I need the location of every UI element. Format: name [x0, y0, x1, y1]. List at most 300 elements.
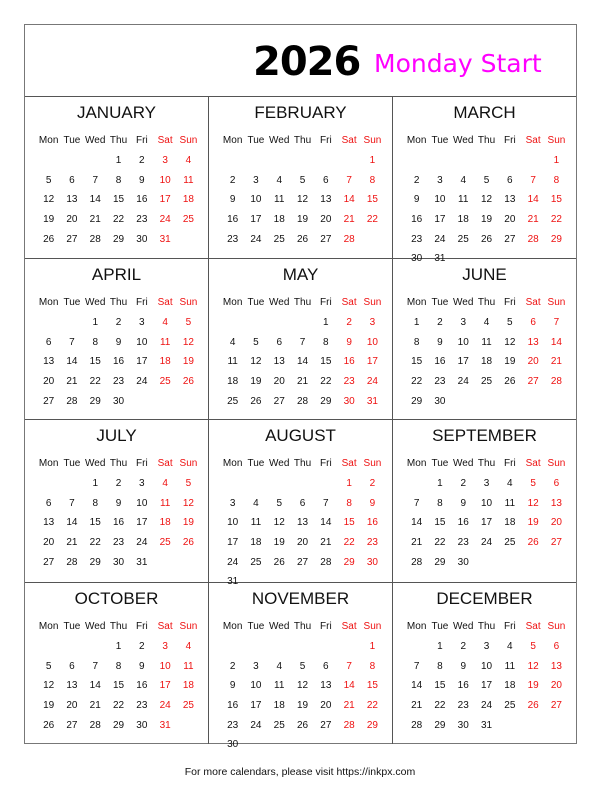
day-cell: 30 — [136, 719, 148, 731]
week-row — [221, 210, 386, 230]
week-row — [405, 657, 570, 677]
week-row — [37, 715, 202, 735]
day-cell: 11 — [481, 336, 492, 348]
day-cell: 21 — [320, 537, 332, 549]
day-cell: 30 — [112, 556, 125, 568]
day-cell: 27 — [296, 556, 309, 568]
day-cell: 13 — [320, 194, 332, 206]
month-april — [25, 259, 209, 420]
day-cell: 24 — [159, 700, 171, 712]
day-cell: 28 — [411, 556, 423, 568]
weekday-fri: Fri — [504, 620, 516, 632]
day-cell: 8 — [437, 497, 443, 509]
day-cell: 20 — [320, 214, 332, 226]
day-cell: 8 — [369, 174, 376, 186]
day-cell: 16 — [343, 356, 355, 368]
weekday-fri: Fri — [504, 296, 516, 308]
day-cell: 23 — [112, 537, 125, 549]
week-row — [221, 352, 386, 372]
weekday-sat: Sat — [525, 620, 541, 632]
year-title: 2026 — [253, 39, 361, 85]
weekday-sat: Sat — [341, 620, 357, 632]
day-cell: 16 — [411, 214, 423, 226]
day-cell: 14 — [527, 194, 539, 206]
day-cell: 7 — [413, 497, 420, 509]
day-cell: 14 — [89, 680, 101, 692]
day-cell: 24 — [136, 376, 148, 388]
week-row — [37, 513, 202, 533]
day-cell: 7 — [553, 317, 560, 329]
weekday-header-row — [221, 131, 386, 149]
week-row — [405, 229, 570, 249]
day-cell: 13 — [320, 680, 332, 692]
month-title: JANUARY — [76, 103, 157, 122]
weekday-header-row — [221, 454, 386, 472]
month-title: FEBRUARY — [254, 103, 347, 122]
day-cell: 9 — [460, 497, 467, 509]
day-cell: 2 — [460, 641, 467, 653]
day-cell: 1 — [437, 478, 443, 490]
day-cell: 30 — [227, 739, 239, 751]
day-cell: 18 — [182, 194, 194, 206]
day-cell: 20 — [66, 214, 78, 226]
weekday-header-row — [405, 131, 570, 149]
day-cell: 21 — [89, 214, 101, 226]
weekday-thu: Thu — [109, 620, 128, 632]
day-cell: 30 — [112, 395, 125, 407]
day-cell: 28 — [411, 719, 423, 731]
day-cell: 22 — [366, 700, 378, 712]
day-cell: 30 — [457, 556, 469, 568]
day-cell: 10 — [159, 174, 171, 186]
weekday-header-row — [37, 454, 202, 472]
day-cell: 1 — [115, 155, 122, 167]
day-cell: 19 — [250, 376, 262, 388]
weekday-fri: Fri — [136, 620, 148, 632]
day-cell: 2 — [139, 641, 145, 653]
day-cell: 19 — [296, 214, 309, 226]
day-cell: 24 — [480, 700, 493, 712]
day-cell: 28 — [89, 719, 101, 731]
day-cell: 15 — [550, 194, 562, 206]
day-cell: 11 — [227, 356, 238, 368]
day-cell: 11 — [159, 336, 171, 348]
weekday-fri: Fri — [136, 457, 148, 469]
day-cell: 29 — [411, 395, 423, 407]
month-days — [37, 131, 202, 249]
day-cell: 13 — [550, 660, 562, 672]
day-cell: 29 — [320, 395, 332, 407]
day-cell: 1 — [92, 317, 99, 329]
day-cell: 2 — [369, 478, 376, 490]
month-august — [209, 420, 393, 588]
day-cell: 25 — [182, 700, 194, 712]
month-title: SEPTEMBER — [432, 426, 537, 445]
weekday-fri: Fri — [504, 457, 516, 469]
day-cell: 20 — [43, 376, 55, 388]
day-cell: 15 — [411, 356, 423, 368]
week-row — [221, 171, 386, 191]
subtitle: Monday Start — [374, 49, 542, 78]
day-cell: 5 — [483, 174, 490, 186]
day-cell: 6 — [45, 336, 52, 348]
weekday-thu: Thu — [109, 296, 128, 308]
day-cell: 7 — [346, 660, 352, 672]
weekday-wed: Wed — [453, 620, 474, 632]
day-cell: 7 — [299, 336, 306, 348]
weekday-sun: Sun — [547, 296, 566, 308]
day-cell: 3 — [139, 478, 145, 490]
day-cell: 28 — [89, 233, 101, 245]
day-cell: 11 — [183, 660, 194, 672]
day-cell: 1 — [437, 641, 443, 653]
day-cell: 22 — [366, 214, 378, 226]
day-cell: 27 — [66, 719, 78, 731]
day-cell: 3 — [483, 641, 490, 653]
weekday-wed: Wed — [453, 296, 474, 308]
day-cell: 5 — [45, 174, 52, 186]
week-row — [37, 696, 202, 716]
day-cell: 16 — [457, 680, 469, 692]
day-cell: 24 — [480, 537, 493, 549]
weekday-sat: Sat — [341, 457, 357, 469]
day-cell: 31 — [434, 253, 446, 265]
day-cell: 23 — [411, 233, 423, 245]
weekday-header-row — [405, 617, 570, 635]
day-cell: 18 — [504, 517, 516, 529]
day-cell: 18 — [182, 680, 194, 692]
day-cell: 16 — [112, 356, 125, 368]
day-cell: 3 — [229, 497, 236, 509]
day-cell: 4 — [483, 317, 490, 329]
day-cell: 2 — [229, 174, 236, 186]
day-cell: 14 — [66, 517, 78, 529]
day-cell: 16 — [112, 517, 125, 529]
day-cell: 14 — [320, 517, 332, 529]
day-cell: 30 — [434, 395, 446, 407]
day-cell: 17 — [159, 194, 171, 206]
day-cell: 12 — [43, 194, 55, 206]
day-cell: 8 — [437, 660, 443, 672]
day-cell: 29 — [89, 556, 101, 568]
day-cell: 26 — [182, 376, 194, 388]
day-cell: 26 — [527, 537, 539, 549]
day-cell: 24 — [457, 376, 469, 388]
day-cell: 9 — [139, 660, 145, 672]
weekday-sat: Sat — [525, 296, 541, 308]
weekday-sun: Sun — [547, 620, 566, 632]
day-cell: 16 — [136, 680, 148, 692]
day-cell: 20 — [550, 517, 562, 529]
day-cell: 4 — [276, 174, 283, 186]
week-row — [221, 151, 386, 171]
day-cell: 3 — [162, 155, 168, 167]
day-cell: 16 — [227, 214, 239, 226]
day-cell: 16 — [457, 517, 469, 529]
month-september — [393, 420, 576, 583]
day-cell: 1 — [92, 478, 99, 490]
day-cell: 9 — [369, 497, 376, 509]
month-title: OCTOBER — [74, 589, 159, 608]
day-cell: 27 — [43, 395, 55, 407]
week-row — [37, 313, 202, 333]
day-cell: 10 — [366, 336, 378, 348]
day-cell: 1 — [413, 317, 420, 329]
day-cell: 13 — [296, 517, 309, 529]
week-row — [37, 333, 202, 353]
day-cell: 28 — [66, 395, 78, 407]
day-cell: 17 — [457, 356, 469, 368]
day-cell: 24 — [366, 376, 378, 388]
day-cell: 13 — [550, 497, 562, 509]
day-cell: 25 — [273, 719, 285, 731]
week-row — [405, 552, 570, 572]
weekday-mon: Mon — [406, 134, 427, 146]
day-cell: 2 — [115, 317, 122, 329]
day-cell: 26 — [480, 233, 493, 245]
day-cell: 31 — [227, 576, 239, 588]
day-cell: 18 — [480, 356, 493, 368]
day-cell: 26 — [527, 700, 539, 712]
day-cell: 11 — [274, 680, 285, 692]
day-cell: 21 — [550, 356, 562, 368]
month-days — [221, 454, 386, 592]
day-cell: 26 — [43, 719, 55, 731]
week-row — [37, 372, 202, 392]
day-cell: 10 — [480, 497, 493, 509]
day-cell: 27 — [320, 719, 332, 731]
weekday-mon: Mon — [38, 134, 59, 146]
day-cell: 20 — [320, 700, 332, 712]
weekday-wed: Wed — [453, 134, 474, 146]
day-cell: 28 — [320, 556, 332, 568]
day-cell: 23 — [343, 376, 355, 388]
day-cell: 11 — [250, 517, 262, 529]
day-cell: 15 — [112, 680, 125, 692]
weekday-tue: Tue — [247, 134, 265, 146]
day-cell: 10 — [136, 336, 148, 348]
day-cell: 28 — [343, 233, 355, 245]
weekday-tue: Tue — [431, 134, 449, 146]
day-cell: 17 — [480, 680, 493, 692]
weekday-wed: Wed — [85, 457, 106, 469]
day-cell: 8 — [92, 336, 99, 348]
week-row — [221, 313, 386, 333]
day-cell: 24 — [250, 233, 262, 245]
day-cell: 14 — [296, 356, 309, 368]
weekday-tue: Tue — [431, 620, 449, 632]
day-cell: 20 — [43, 537, 55, 549]
weekday-fri: Fri — [136, 134, 148, 146]
day-cell: 27 — [66, 233, 78, 245]
day-cell: 3 — [253, 174, 259, 186]
day-cell: 6 — [45, 497, 52, 509]
day-cell: 28 — [527, 233, 539, 245]
day-cell: 22 — [89, 537, 101, 549]
day-cell: 24 — [250, 719, 262, 731]
weekday-fri: Fri — [504, 134, 516, 146]
day-cell: 9 — [115, 336, 122, 348]
week-row — [37, 210, 202, 230]
weekday-thu: Thu — [477, 134, 496, 146]
weekday-header-row — [221, 293, 386, 311]
day-cell: 9 — [413, 194, 420, 206]
week-row — [37, 637, 202, 657]
day-cell: 28 — [66, 556, 78, 568]
day-cell: 30 — [366, 556, 378, 568]
day-cell: 22 — [411, 376, 423, 388]
month-title: JULY — [96, 426, 137, 445]
day-cell: 7 — [69, 497, 75, 509]
day-cell: 15 — [320, 356, 332, 368]
day-cell: 4 — [229, 336, 236, 348]
week-row — [405, 494, 570, 514]
day-cell: 26 — [182, 537, 194, 549]
day-cell: 18 — [273, 214, 285, 226]
day-cell: 14 — [550, 336, 562, 348]
day-cell: 27 — [550, 537, 562, 549]
day-cell: 12 — [182, 336, 194, 348]
day-cell: 20 — [273, 376, 285, 388]
day-cell: 23 — [457, 700, 469, 712]
day-cell: 6 — [69, 660, 75, 672]
weekday-header-row — [37, 617, 202, 635]
week-row — [37, 657, 202, 677]
weekday-thu: Thu — [293, 134, 312, 146]
day-cell: 5 — [276, 497, 283, 509]
day-cell: 2 — [413, 174, 420, 186]
week-row — [405, 171, 570, 191]
day-cell: 9 — [229, 680, 236, 692]
day-cell: 8 — [92, 497, 99, 509]
day-cell: 31 — [366, 395, 378, 407]
day-cell: 21 — [527, 214, 539, 226]
day-cell: 22 — [550, 214, 562, 226]
day-cell: 12 — [182, 497, 194, 509]
day-cell: 16 — [434, 356, 446, 368]
weekday-tue: Tue — [431, 457, 449, 469]
weekday-sun: Sun — [547, 457, 566, 469]
weekday-mon: Mon — [38, 620, 59, 632]
day-cell: 7 — [530, 174, 536, 186]
day-cell: 21 — [89, 700, 101, 712]
day-cell: 23 — [457, 537, 469, 549]
day-cell: 24 — [434, 233, 446, 245]
day-cell: 12 — [273, 517, 285, 529]
weekday-wed: Wed — [269, 134, 290, 146]
day-cell: 7 — [92, 174, 99, 186]
day-cell: 3 — [437, 174, 443, 186]
day-cell: 21 — [296, 376, 309, 388]
day-cell: 1 — [369, 641, 376, 653]
week-row — [405, 352, 570, 372]
day-cell: 26 — [504, 376, 516, 388]
weekday-sat: Sat — [341, 134, 357, 146]
day-cell: 23 — [227, 233, 239, 245]
day-cell: 8 — [115, 660, 122, 672]
day-cell: 8 — [369, 660, 376, 672]
day-cell: 21 — [66, 376, 78, 388]
day-cell: 23 — [136, 700, 148, 712]
day-cell: 5 — [253, 336, 259, 348]
day-cell: 23 — [434, 376, 446, 388]
day-cell: 4 — [185, 155, 192, 167]
weekday-thu: Thu — [109, 457, 128, 469]
day-cell: 12 — [296, 680, 309, 692]
day-cell: 16 — [136, 194, 148, 206]
day-cell: 19 — [182, 517, 194, 529]
day-cell: 3 — [369, 317, 376, 329]
day-cell: 14 — [411, 680, 423, 692]
day-cell: 31 — [136, 556, 148, 568]
weekday-tue: Tue — [247, 296, 265, 308]
weekday-tue: Tue — [63, 134, 81, 146]
day-cell: 8 — [115, 174, 122, 186]
day-cell: 2 — [115, 478, 122, 490]
weekday-header-row — [405, 454, 570, 472]
day-cell: 30 — [343, 395, 355, 407]
week-row — [405, 676, 570, 696]
weekday-header-row — [405, 293, 570, 311]
day-cell: 20 — [66, 700, 78, 712]
day-cell: 10 — [480, 660, 493, 672]
day-cell: 12 — [250, 356, 262, 368]
day-cell: 25 — [159, 376, 171, 388]
month-days — [405, 454, 570, 572]
weekday-header-row — [221, 617, 386, 635]
weekday-sat: Sat — [157, 296, 173, 308]
day-cell: 15 — [89, 517, 101, 529]
weekday-sun: Sun — [363, 134, 382, 146]
day-cell: 6 — [69, 174, 75, 186]
day-cell: 11 — [504, 497, 516, 509]
weekday-thu: Thu — [477, 457, 496, 469]
week-row — [221, 333, 386, 353]
weekday-tue: Tue — [63, 620, 81, 632]
day-cell: 18 — [273, 700, 285, 712]
week-row — [405, 513, 570, 533]
week-row — [37, 229, 202, 249]
week-row — [405, 313, 570, 333]
day-cell: 22 — [434, 700, 446, 712]
weekday-thu: Thu — [293, 620, 312, 632]
day-cell: 19 — [504, 356, 516, 368]
week-row — [221, 513, 386, 533]
weekday-thu: Thu — [477, 620, 496, 632]
day-cell: 9 — [115, 497, 122, 509]
week-row — [221, 552, 386, 572]
day-cell: 17 — [159, 680, 171, 692]
day-cell: 25 — [182, 214, 194, 226]
week-row — [221, 637, 386, 657]
day-cell: 2 — [139, 155, 145, 167]
day-cell: 18 — [159, 356, 171, 368]
day-cell: 31 — [159, 233, 171, 245]
month-title: NOVEMBER — [251, 589, 350, 608]
day-cell: 18 — [227, 376, 239, 388]
weekday-sat: Sat — [157, 457, 173, 469]
day-cell: 3 — [162, 641, 168, 653]
day-cell: 30 — [411, 253, 423, 265]
week-row — [37, 391, 202, 411]
day-cell: 27 — [320, 233, 332, 245]
day-cell: 23 — [366, 537, 378, 549]
day-cell: 4 — [253, 497, 259, 509]
weekday-sun: Sun — [363, 296, 382, 308]
day-cell: 13 — [66, 680, 78, 692]
month-days — [405, 617, 570, 735]
weekday-mon: Mon — [406, 296, 427, 308]
